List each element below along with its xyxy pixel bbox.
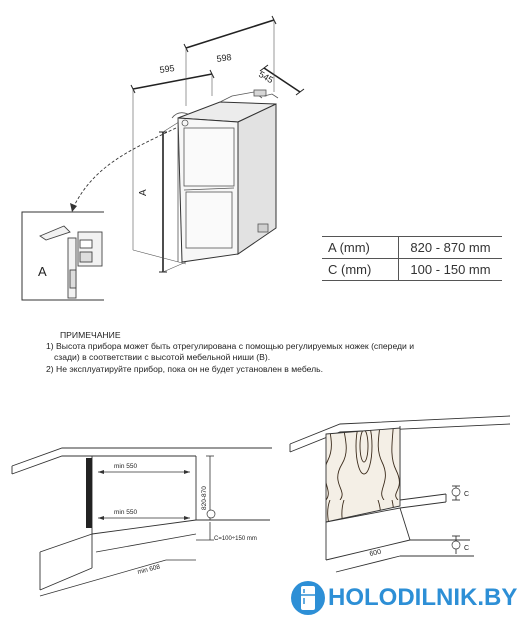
note-line-3: 2) Не эксплуатируйте прибор, пока он не будет установлен в мебель. xyxy=(46,363,324,374)
installed-c-label: C xyxy=(464,491,470,498)
note-line-1: 1) Высота прибора может быть отрегулирована с помощью регулируемых ножек (спереди и xyxy=(46,341,415,352)
dim-545: 545 xyxy=(257,69,276,86)
spec-param: C (mm) xyxy=(322,259,399,281)
spec-row-a xyxy=(322,237,502,259)
dim-a-vertical: A xyxy=(138,189,149,196)
fridge-logo-icon xyxy=(290,578,326,618)
dim-598: 598 xyxy=(215,51,233,64)
installed-depth-label: C xyxy=(464,545,470,552)
niche-min-bottom: min 550 xyxy=(114,509,138,516)
spec-value: 100 - 150 mm xyxy=(410,262,491,277)
note-line-2: сзади) в соответствии с высотой мебельной ниши (B). xyxy=(54,352,271,363)
spec-param: A (mm) xyxy=(322,237,399,259)
niche-min-top: min 550 xyxy=(114,463,138,470)
spec-value: 820 - 870 mm xyxy=(399,237,503,259)
installed-width-label: 600 xyxy=(368,548,382,558)
niche-height-range: 820-870 xyxy=(201,486,208,510)
dim-595: 595 xyxy=(158,62,176,75)
installation-note xyxy=(46,330,506,375)
detail-label-a: A xyxy=(38,264,47,279)
hinge-detail xyxy=(22,212,104,300)
niche-min-depth: min 608 xyxy=(136,563,161,576)
holodilnik-logo xyxy=(290,578,518,618)
spec-table xyxy=(322,236,502,281)
logo-text: HOLODILNIK.BY xyxy=(328,584,518,611)
niche-c-range: C=100÷150 mm xyxy=(214,536,257,542)
note-title: ПРИМЕЧАНИЕ xyxy=(60,330,121,340)
spec-row-c xyxy=(322,259,502,281)
